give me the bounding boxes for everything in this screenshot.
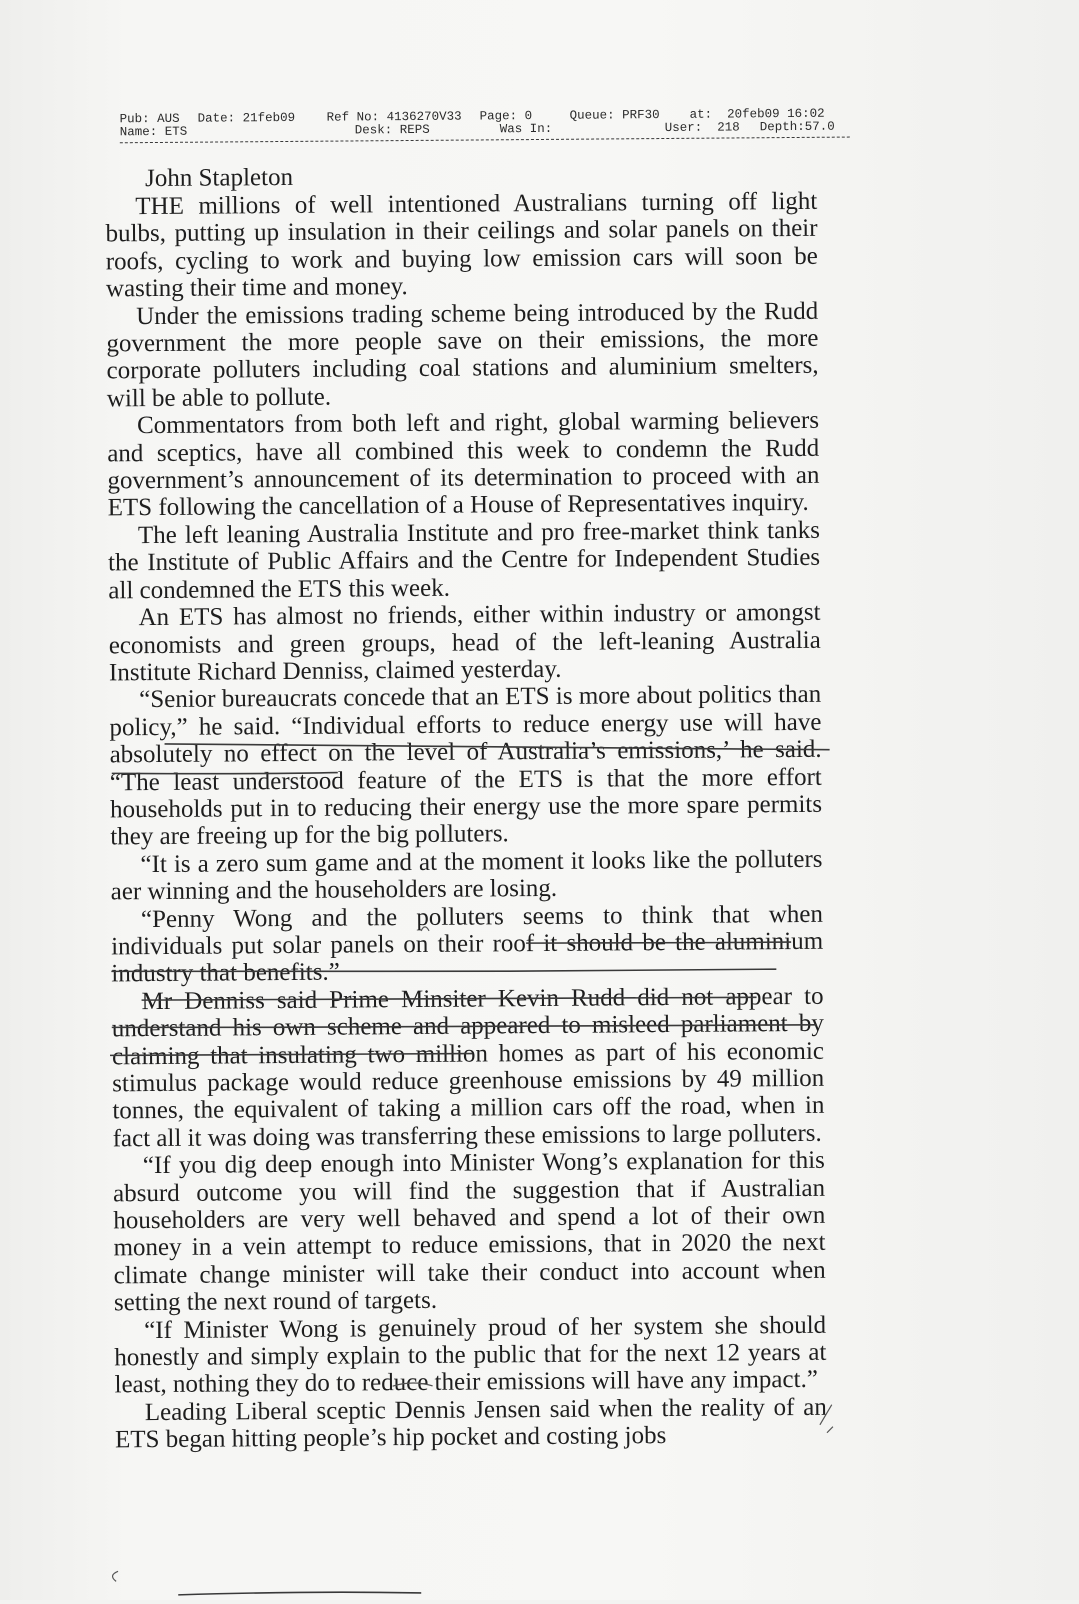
article-paragraph: Commentators from both left and right, global warming believers and sceptics, have all combined this week to condemn the Rudd government’s announcement of its determination to proceed with an ETS following the cancellation of a House of Representatives inquiry. [107, 407, 820, 522]
slug-name: Name: ETS [119, 124, 188, 140]
slug-page: Page: 0 [479, 109, 533, 124]
article-body [105, 188, 827, 1454]
article-paragraph: “It is a zero sum game and at the moment it looks like the polluters aer winning and the householders are losing. [110, 845, 823, 906]
article-paragraph: “Senior bureaucrats concede that an ETS is more about politics than policy,” he said. “Individual efforts to reduce energy use will have absolutely no effect on the level of Australia’s emissions,’ he said. “The least understood feature of the ETS is that the more effort households put in to reducing their energy use the more spare permits they are freeing up for the big polluters. [109, 681, 823, 851]
slug-queue: Queue: PRF30 [569, 108, 660, 123]
article-paragraph: “If Minister Wong is genuinely proud of her system she should honestly and simply explain to the public that for the next 12 years at least, nothing they do to reduce their emissions will have any impact.” [114, 1311, 827, 1399]
slug-user: User: 218 [664, 120, 740, 135]
slug-ref-no: Ref No: 4136270V33 [326, 109, 462, 125]
proof-mark-bracket [112, 1571, 118, 1581]
article-paragraph: THE millions of well intentioned Australians turning off light bulbs, putting up insulation in their ceilings and solar panels on their roofs, cycling to work and buying low emission cars will soon be wasting their time and money. [105, 187, 818, 303]
article-paragraph: “Penny Wong and the polluters seems to think that when individuals put solar panels on their roof it should be the aluminium industry that benefits.” [111, 900, 824, 988]
byline: John Stapleton [145, 163, 294, 193]
article-paragraph: “If you dig deep enough into Minister Wong’s explanation for this absurd outcome you will find the suggestion that if Australian householders are very well behaved and spend a lot of their own money in a vein attempt to reduce emissions, that in 2020 the next climate change minister will take their conduct into account when setting the next round of targets. [112, 1146, 826, 1317]
slug-was-in: Was In: [499, 121, 553, 137]
article-paragraph: Leading Liberal sceptic Dennis Jensen said when the reality of an ETS began hitting people’s hip pocket and costing jobs [114, 1393, 827, 1454]
slug-desk: Desk: REPS [354, 122, 430, 138]
slug-at: at: 20feb09 16:02 [689, 106, 825, 122]
slug-depth: Depth:57.0 [759, 119, 835, 135]
proof-slug-header [120, 107, 865, 143]
slug-pub: Pub: AUS [119, 111, 180, 127]
article-paragraph: An ETS has almost no friends, either within industry or amongst economists and green groups, head of the left-leaning Australia Institute Richard Denniss, claimed yesterday. [108, 598, 821, 687]
article-paragraph: The left leaning Australia Institute and pro free-market think tanks the Institute of Public Affairs and the Centre for Independent Studies all condemned the ETS this week. [108, 516, 821, 605]
article-paragraph: Mr Denniss said Prime Minsiter Kevin Rudd did not appear to understand his own scheme and appeared to misleed parliament by claiming that insulating two million homes as part of his economic stimulus package would reduce greenhouse emissions by 49 million tonnes, the equivalent of taking a million cars off the road, when in fact all it was doing was transferring these emissions to large polluters. [111, 982, 825, 1153]
strikethrough-line [178, 1591, 421, 1594]
article-paragraph: Under the emissions trading scheme being introduced by the Rudd government the more people save on their emissions, the more corporate polluters including coal stations and aluminium smelters, will be able to pollute. [106, 297, 819, 413]
slug-date: Date: 21feb09 [197, 110, 296, 126]
